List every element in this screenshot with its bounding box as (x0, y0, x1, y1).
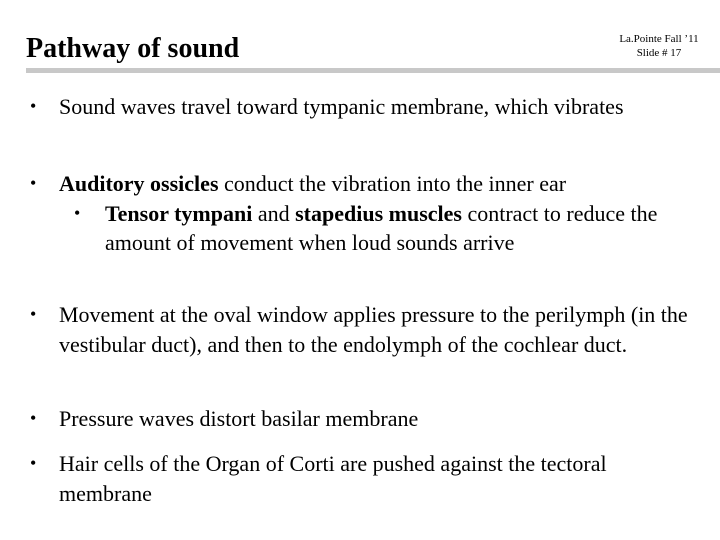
bullet-item (30, 169, 700, 199)
bullet-icon: • (30, 304, 37, 324)
bullet-text: Sound waves travel toward tympanic membrane, which vibrates (59, 94, 624, 119)
bullet-text: Movement at the oval window applies pressure to the perilymph (in the vestibular duct), and then to the endolymph of the cochlear duct. (59, 302, 688, 357)
bullet-icon: • (30, 173, 37, 193)
bullet-item (30, 449, 700, 508)
title-divider (26, 68, 720, 73)
sub-bullet-icon: • (74, 202, 81, 223)
slide-title: Pathway of sound (26, 33, 240, 64)
sub-bullet-item (74, 199, 700, 258)
slide-number: Slide # 17 (636, 47, 682, 59)
sub-bullet-connector: and (252, 200, 296, 226)
slide-meta (604, 32, 714, 60)
bullet-icon: • (30, 96, 37, 116)
sub-bullet-wrapper (30, 199, 700, 258)
sub-bullet-bold-text-2: stapedius muscles (295, 200, 462, 226)
bullet-item (30, 404, 700, 434)
bullet-item (30, 300, 700, 359)
bullet-text: Hair cells of the Organ of Corti are pushed against the tectoral membrane (59, 451, 607, 506)
bullet-bold-text: Auditory ossicles (59, 171, 219, 196)
bullet-text: conduct the vibration into the inner ear (218, 171, 567, 196)
sub-bullet-text: contract to reduce the amount of movement when loud sounds arrive (105, 200, 658, 255)
sub-bullet-bold-text-1: Tensor tympani (105, 200, 253, 226)
bullet-icon: • (30, 408, 37, 428)
bullet-icon: • (30, 453, 37, 473)
bullet-item (30, 92, 700, 122)
bullet-group (30, 169, 700, 258)
course-label: La.Pointe Fall ’11 (619, 33, 699, 45)
bullet-text: Pressure waves distort basilar membrane (59, 406, 419, 431)
